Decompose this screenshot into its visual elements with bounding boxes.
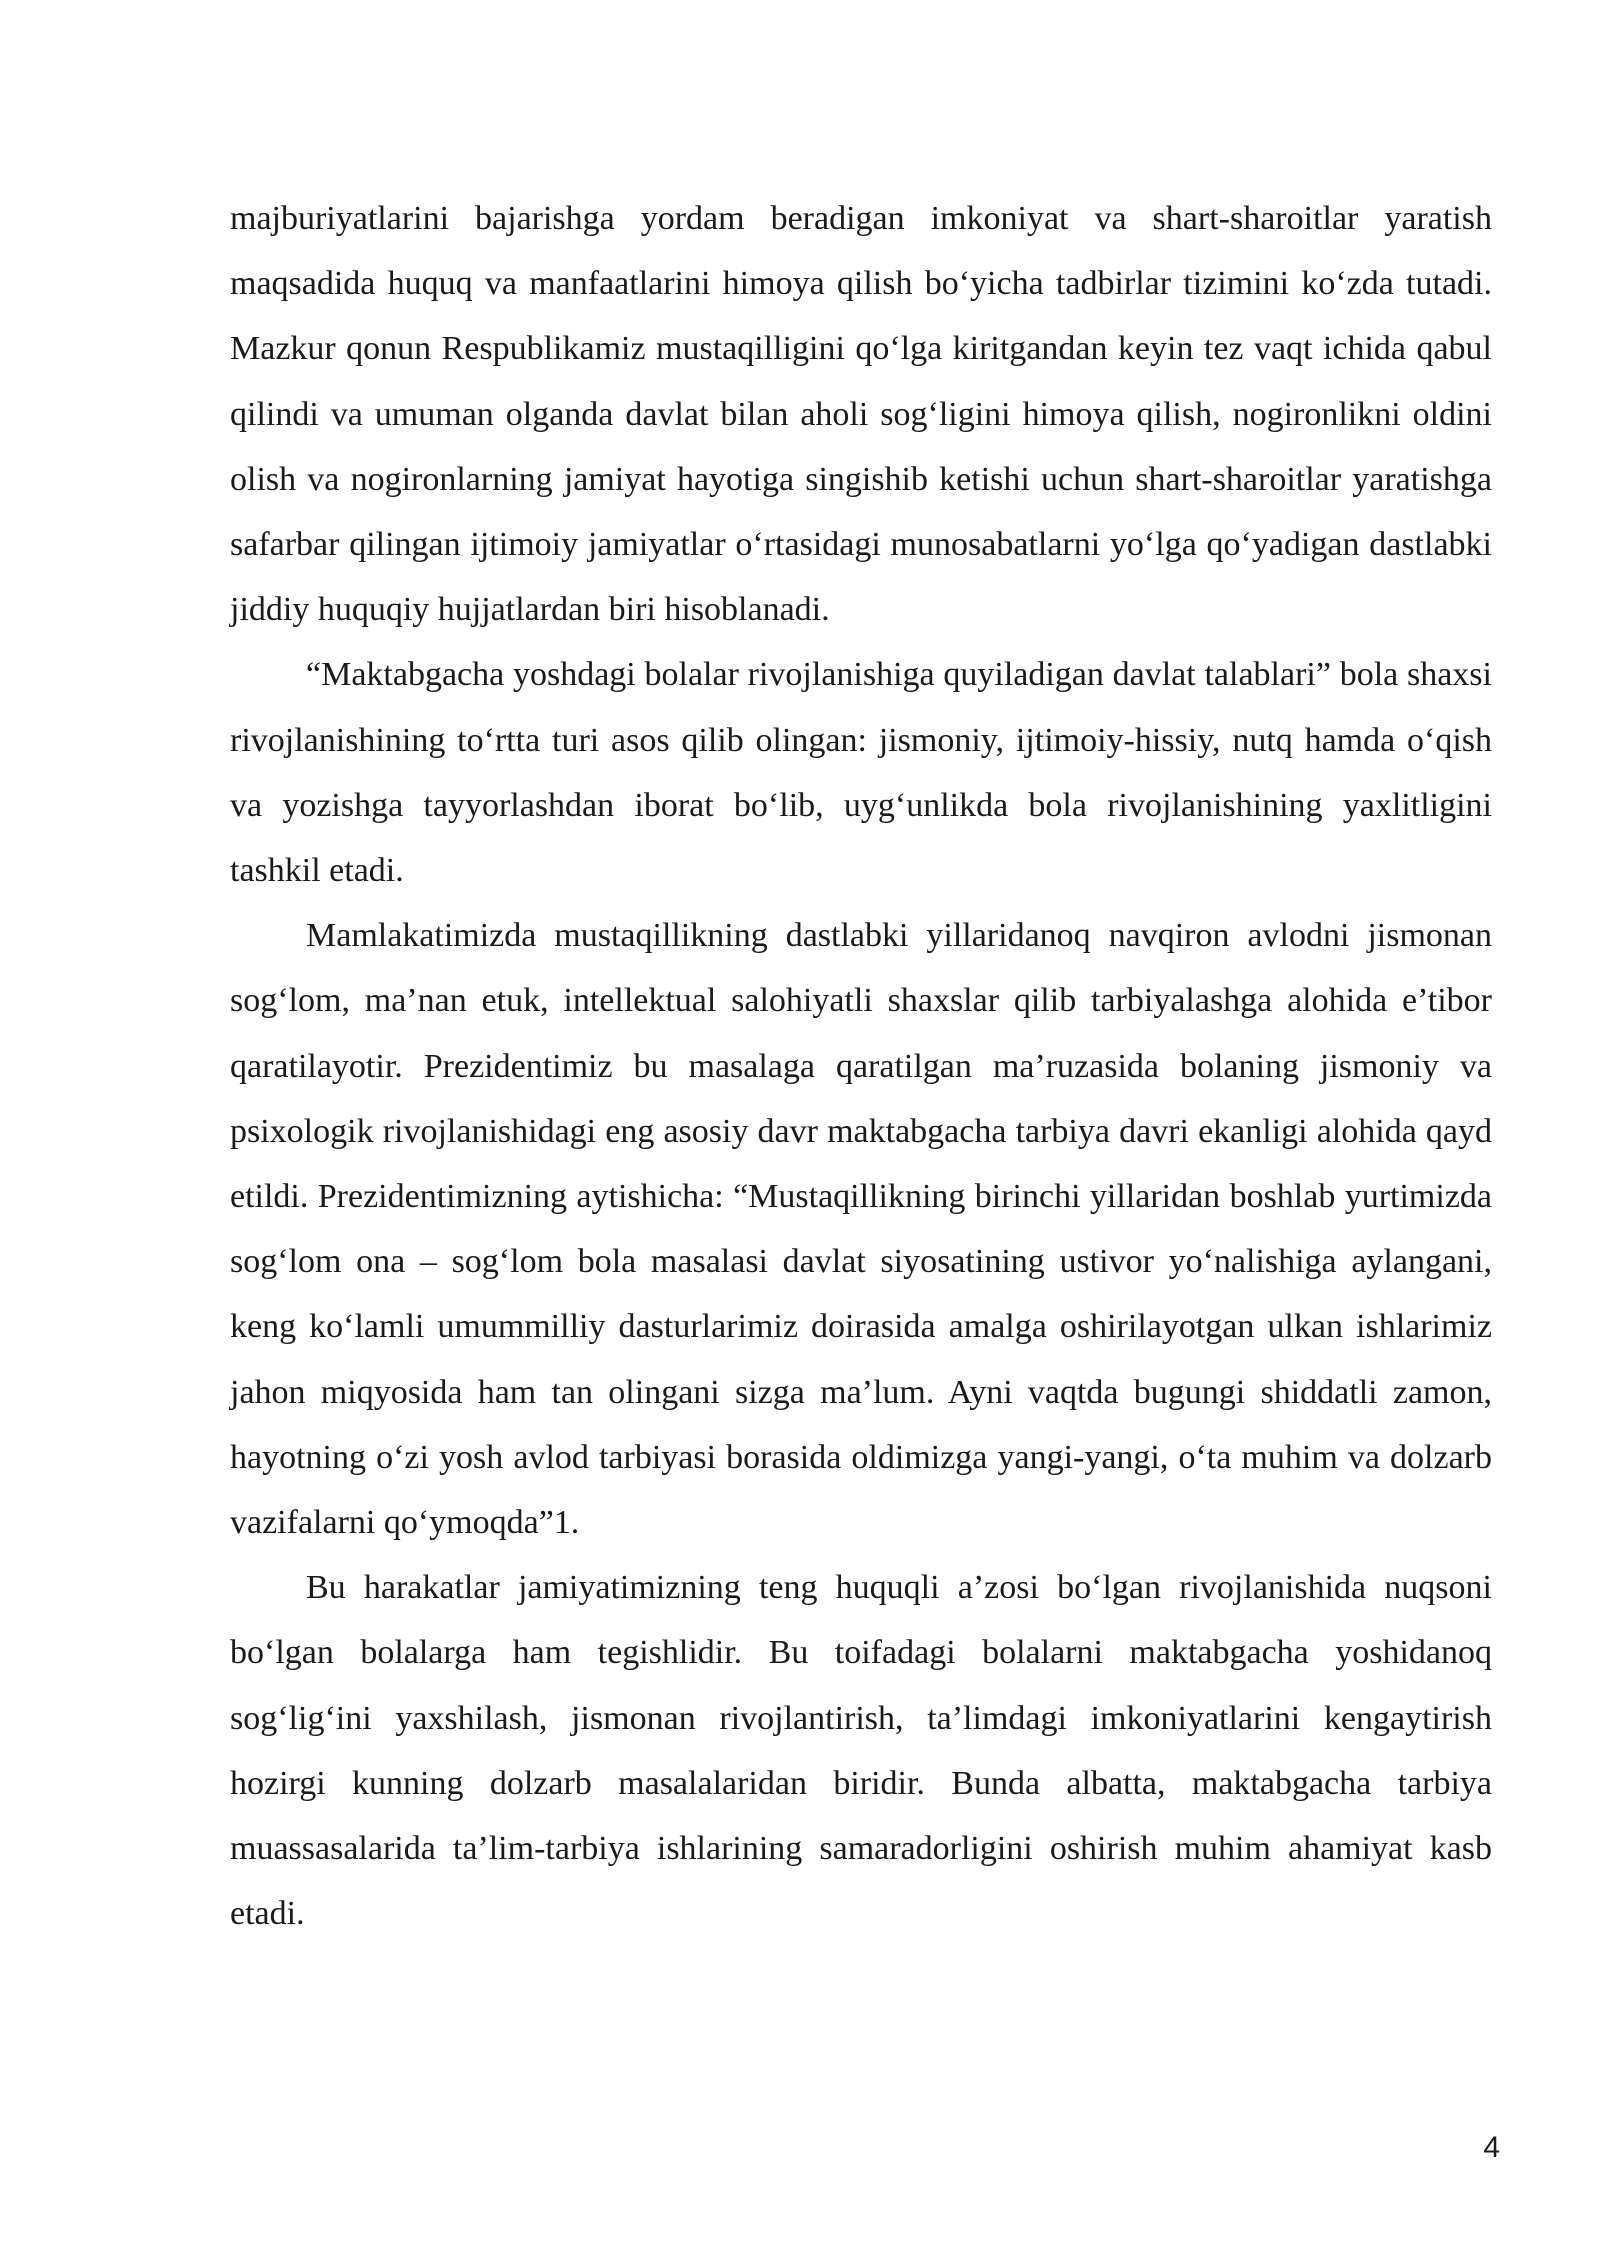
page-number: 4 [1483, 2131, 1500, 2164]
paragraph-continued: majburiyatlarini bajarishga yordam beradigan imkoniyat va shart-sharoitlar yaratish maqsadida huquq va manfaatlarini himoya qilish bo‘yicha tadbirlar tizimini ko‘zda tutadi. Mazkur qonun Respublikamiz mustaqilligini qo‘lga kiritgandan keyin tez vaqt ichida qabul qilindi va umuman olganda davlat bilan aholi sog‘ligini himoya qilish, nogironlikni oldini olish va nogironlarning jamiyat hayotiga singishib ketishi uchun shart-sharoitlar yaratishga safarbar qilingan ijtimoiy jamiyatlar o‘rtasidagi munosabatlarni yo‘lga qo‘yadigan dastlabki jiddiy huquqiy hujjatlardan biri hisoblanadi. [230, 200, 1492, 629]
paragraph-independence-policy: Mamlakatimizda mustaqillikning dastlabki yillaridanoq navqiron avlodni jismonan sog‘lom, ma’nan etuk, intellektual salohiyatli shaxslar qilib tarbiyalashga alohida e’tibor qaratilayotir. Prezidentimiz bu masalaga qaratilgan ma’ruzasida bolaning jismoniy va psixologik rivojlanishidagi eng asosiy davr maktabgacha tarbiya davri ekanligi alohida qayd etildi. Prezidentimizning aytishicha: “Mustaqillikning birinchi yillaridan boshlab yurtimizda sog‘lom ona – sog‘lom bola masalasi davlat siyosatining ustivor yo‘nalishiga aylangani, keng ko‘lamli umummilliy dasturlarimiz doirasida amalga oshirilayotgan ulkan ishlarimiz jahon miqyosida ham tan olingani sizga ma’lum. Ayni vaqtda bugungi shiddatli zamon, hayotning o‘zi yosh avlod tarbiyasi borasida oldimizga yangi-yangi, o‘ta muhim va dolzarb vazifalarni qo‘ymoqda”1. [230, 917, 1492, 1542]
paragraph-children-development: Bu harakatlar jamiyatimizning teng huquqli a’zosi bo‘lgan rivojlanishida nuqsoni bo‘lgan bolalarga ham tegishlidir. Bu toifadagi bolalarni maktabgacha yoshidanoq sog‘lig‘ini yaxshilash, jismonan rivojlantirish, ta’limdagi imkoniyatlarini kengaytirish hozirgi kunning dolzarb masalalaridan biridir. Bunda albatta, maktabgacha tarbiya muassasalarida ta’lim-tarbiya ishlarining samaradorligini oshirish muhim ahamiyat kasb etadi. [230, 1569, 1492, 1933]
body-text [230, 186, 1492, 1946]
paragraph-preschool-requirements: “Maktabgacha yoshdagi bolalar rivojlanishiga quyiladigan davlat talablari” bola shaxsi rivojlanishining to‘rtta turi asos qilib olingan: jismoniy, ijtimoiy-hissiy, nutq hamda o‘qish va yozishga tayyorlashdan iborat bo‘lib, uyg‘unlikda bola rivojlanishining yaxlitligini tashkil etadi. [230, 656, 1492, 890]
